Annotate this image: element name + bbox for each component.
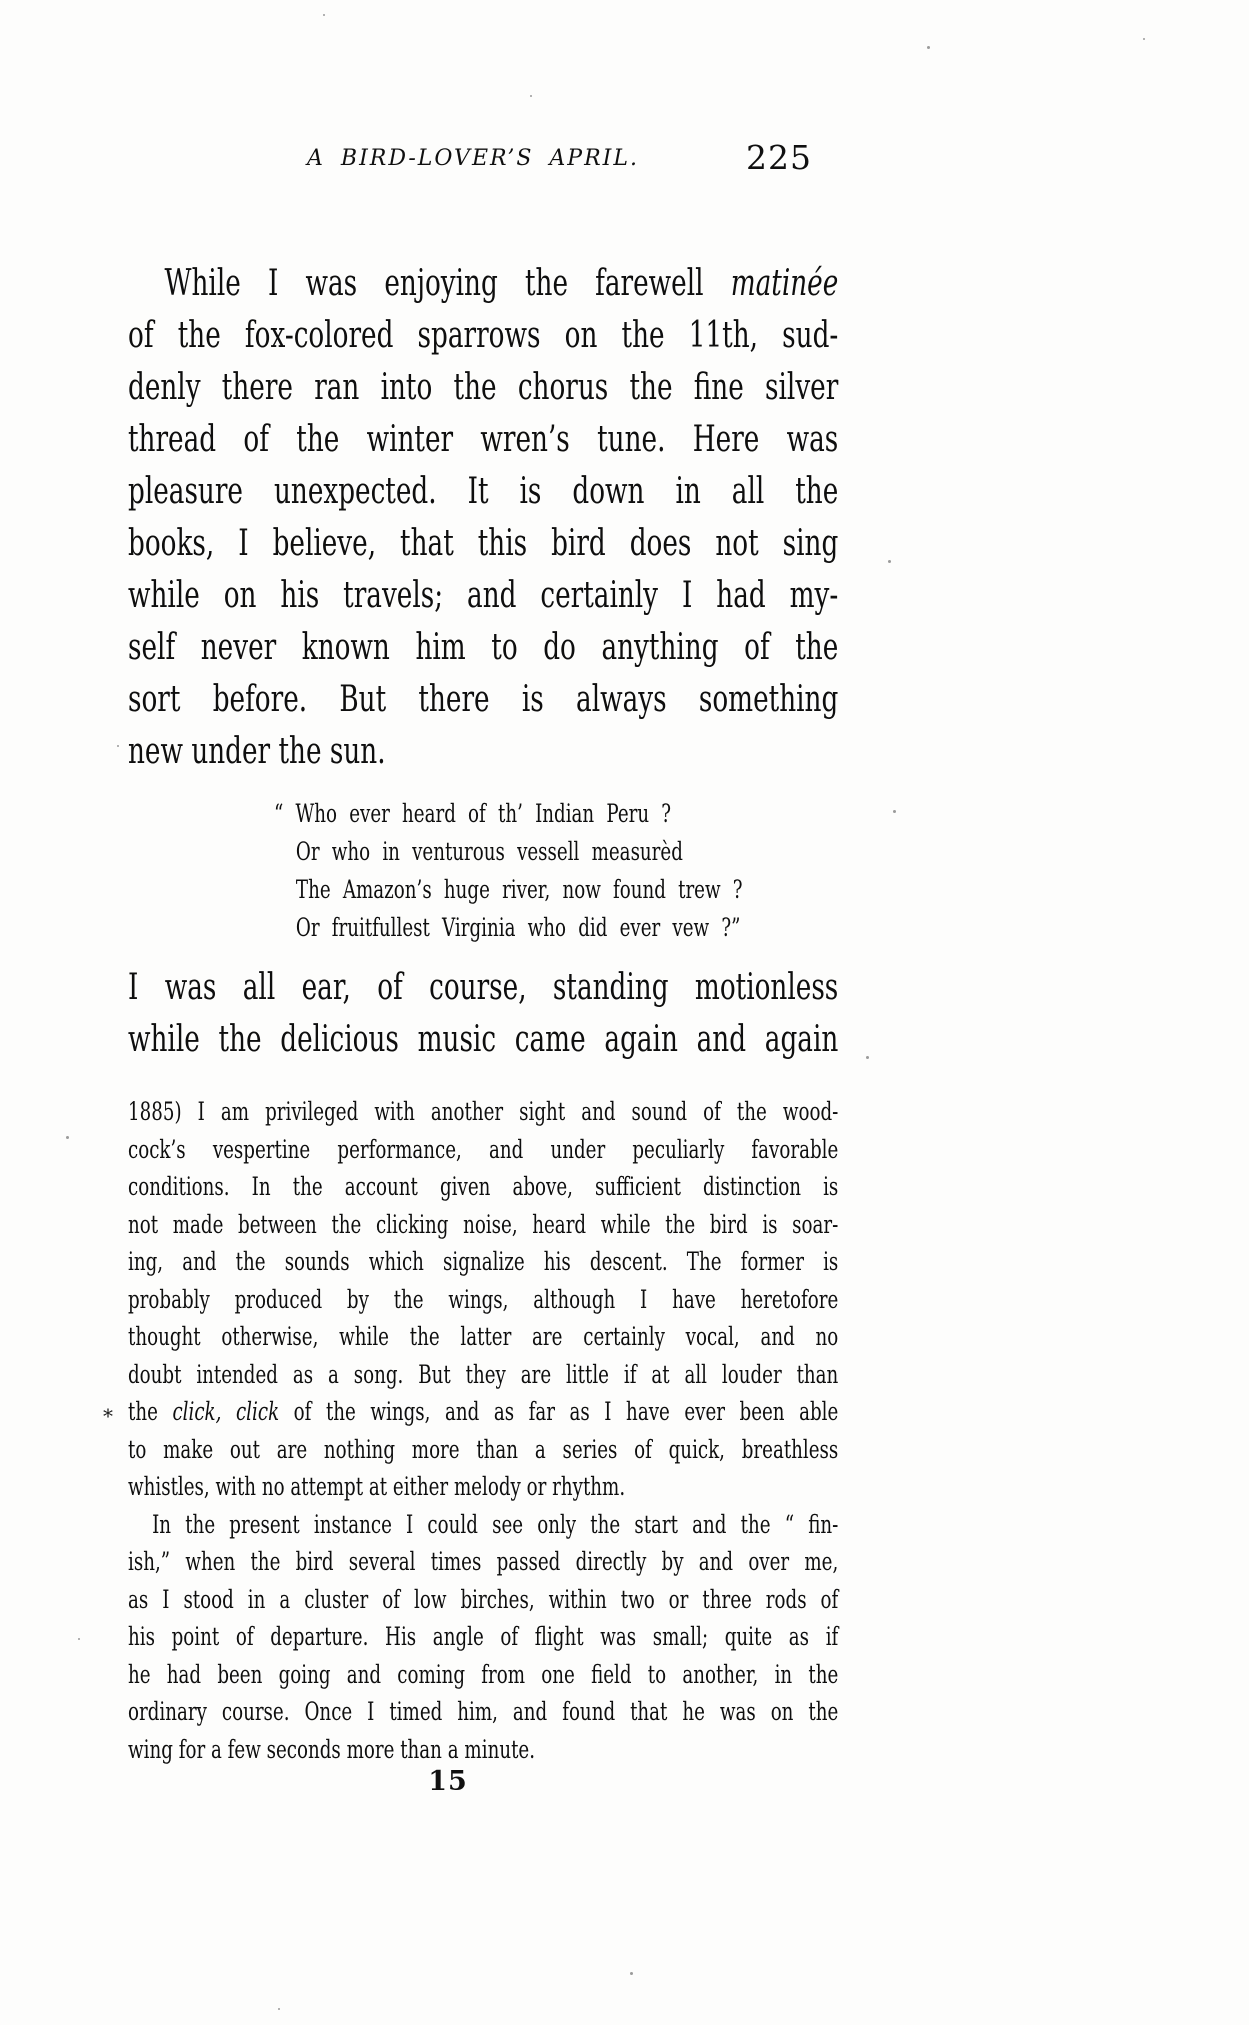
scan-speck [888,560,891,563]
text-line: denly there ran into the chorus the fine silver [128,367,839,408]
footnote-line: as I stood in a cluster of low birches, within two or three rods of [128,1584,839,1614]
footnote-line: whistles, with no attempt at either melody or rhythm. [128,1472,626,1501]
scan-speck [78,1638,80,1640]
footnote-line: his point of departure. His angle of flight was small; quite as if [128,1622,839,1651]
footnote-line: conditions. In the account given above, sufficient distinction is [128,1172,839,1201]
scan-speck [323,14,325,16]
text-line: sort before. But there is always something [128,679,839,720]
margin-asterisk-mark: * [103,1404,113,1428]
running-head-title: A BIRD-LOVER’S APRIL. [307,146,639,171]
text-line: pleasure unexpected. It is down in all the [128,471,839,512]
footnote-line: not made between the clicking noise, heard while the bird is soar- [128,1209,839,1239]
scan-speck [927,46,930,49]
text-segment: While I was enjoying the farewell [164,263,731,304]
scan-speck [66,1136,69,1139]
scan-speck [866,1056,869,1059]
scan-speck [630,1972,633,1975]
scan-speck [1143,38,1145,40]
text-line: thread of the winter wren’s tune. Here was [128,419,839,460]
scan-speck [530,95,532,97]
footnote [128,1093,838,1768]
footnote-line: doubt intended as a song. But they are little if at all louder than [128,1359,839,1389]
page-number: 225 [746,138,812,177]
footnote-line: thought otherwise, while the latter are certainly vocal, and no [128,1322,839,1351]
text-segment: the [128,1397,173,1426]
text-line: self never known him to do anything of the [128,627,839,668]
poem-line: “ Who ever heard of th’ Indian Peru ? [274,799,672,828]
poem-quote [128,795,838,947]
text-line: while the delicious music came again and again [128,1019,839,1060]
scan-speck [117,745,119,747]
footnote-line: ordinary course. Once I timed him, and found that he was on the [128,1697,839,1726]
poem-line: Or who in venturous vessell measurèd [295,837,683,866]
poem-line: The Amazon’s huge river, now found trew ? [295,875,743,904]
scan-speck [278,2008,280,2010]
footnote-line: wing for a few seconds more than a minute. [128,1734,536,1764]
text-line [128,258,838,310]
text-line: new under the sun. [128,731,386,772]
footnote-line: ing, and the sounds which signalize his descent. The former is [128,1247,839,1276]
footnote-line: 1885) I am privileged with another sight and sound of the wood- [128,1097,839,1126]
footnote-line: ish,” when the bird several times passed directly by and over me, [128,1547,839,1576]
scan-speck [893,810,896,813]
italic-words: click, click [172,1397,280,1426]
footnote-line: cock’s vespertine performance, and under peculiarly favorable [128,1134,839,1164]
paragraph-2 [128,962,838,1066]
poem-line: Or fruitfullest Virginia who did ever vew ?” [295,913,741,942]
italic-word: matinée [730,263,839,304]
footnote-line: probably produced by the wings, although I have heretofore [128,1284,839,1314]
signature-number: 15 [428,1766,468,1797]
paragraph-1 [128,258,838,778]
footnote-line: he had been going and coming from one field to another, in the [128,1659,839,1689]
text-line: while on his travels; and certainly I had my- [128,575,839,616]
text-line: books, I believe, that this bird does not sing [128,523,839,564]
text-line: I was all ear, of course, standing motionless [128,967,839,1008]
text-segment: of the wings, and as far as I have ever been able [279,1397,839,1426]
footnote-line: In the present instance I could see only the start and the “ fin- [152,1509,839,1539]
footnote-line [128,1393,838,1431]
text-line: of the fox-colored sparrows on the 11th, sud- [128,315,839,356]
footnote-line: to make out are nothing more than a series of quick, breathless [128,1434,839,1464]
